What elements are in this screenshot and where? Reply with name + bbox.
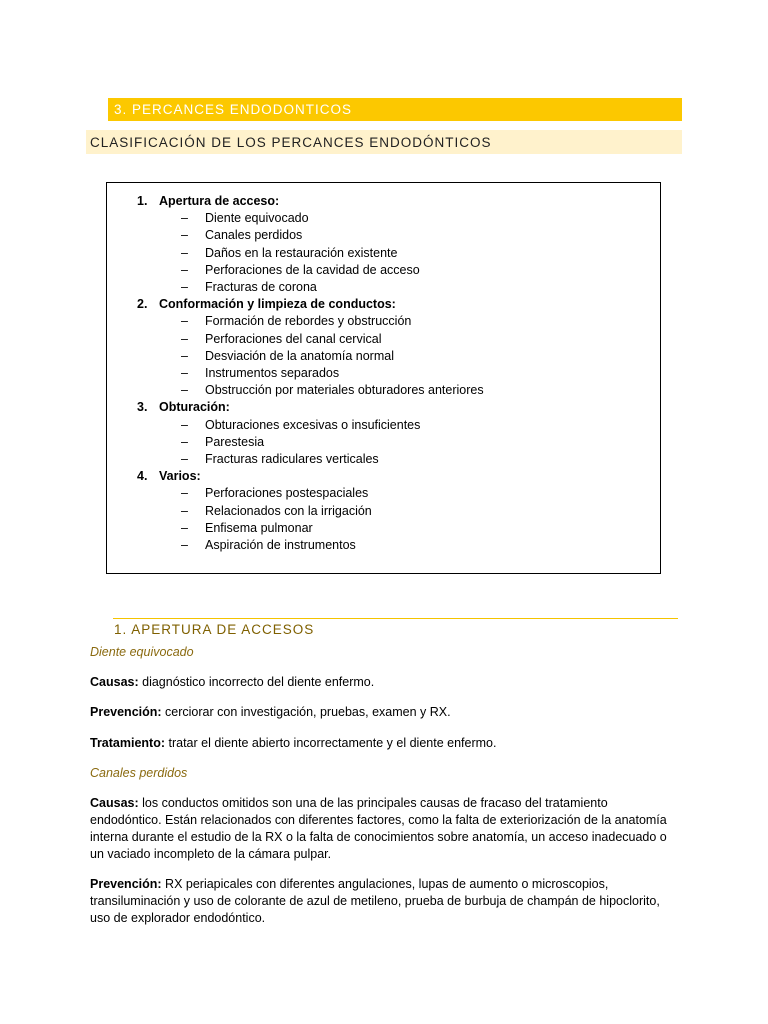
sub-item-text: Perforaciones postespaciales [205, 486, 369, 501]
item-title: Obturación: [159, 400, 230, 415]
item-number: 4. [137, 469, 148, 484]
dash-bullet: – [181, 245, 188, 260]
paragraph-causas-2 [90, 795, 680, 863]
label: Prevención: [90, 877, 162, 891]
sub-item-text: Formación de rebordes y obstrucción [205, 314, 412, 329]
sub-list-item [137, 520, 484, 537]
dash-bullet: – [181, 417, 188, 432]
item-number: 1. [137, 194, 148, 208]
item-title: Apertura de acceso: [159, 194, 280, 208]
sub-list-item [137, 485, 484, 502]
paragraph-prevencion-2 [90, 876, 680, 927]
dash-bullet: – [181, 366, 188, 381]
text: RX periapicales con diferentes angulaciones, lupas de aumento o microscopios, transiluminación y uso de colorante de azul de metileno, prueba de burbuja de champán de hipoclorito, uso de explorador endodóntico. [90, 877, 660, 925]
label: Prevención: [90, 705, 162, 719]
sub-item-text: Canales perdidos [205, 228, 303, 243]
sub-list-item [137, 537, 484, 554]
text: cerciorar con investigación, pruebas, examen y RX. [161, 705, 451, 719]
sub-item-text: Perforaciones del canal cervical [205, 331, 382, 346]
dash-bullet: – [181, 262, 188, 277]
sub-item-text: Obturaciones excesivas o insuficientes [205, 417, 421, 432]
sub-item-text: Aspiración de instrumentos [205, 538, 356, 553]
sub-list-item [137, 434, 484, 451]
sub-item-text: Instrumentos separados [205, 366, 340, 381]
subtitle-canales-perdidos: Canales perdidos [90, 766, 188, 780]
sub-list [137, 417, 484, 469]
text: diagnóstico incorrecto del diente enfermo. [138, 675, 375, 689]
subtitle-diente-equivocado: Diente equivocado [90, 645, 194, 659]
paragraph-prevencion-1 [90, 704, 680, 721]
dash-bullet: – [181, 348, 188, 363]
sub-item-text: Relacionados con la irrigación [205, 503, 372, 518]
dash-bullet: – [181, 452, 188, 467]
item-number: 3. [137, 400, 148, 415]
sub-list-item [137, 313, 484, 330]
dash-bullet: – [181, 331, 188, 346]
dash-bullet: – [181, 538, 188, 553]
text: tratar el diente abierto incorrectamente y el diente enfermo. [165, 736, 497, 750]
dash-bullet: – [181, 383, 188, 398]
sub-list-item [137, 279, 484, 296]
sub-list-item [137, 262, 484, 279]
sub-item-text: Obstrucción por materiales obturadores anteriores [205, 383, 484, 398]
classification-item [137, 468, 484, 554]
sub-list-item [137, 331, 484, 348]
heading-clasificacion: CLASIFICACIÓN DE LOS PERCANCES ENDODÓNTICOS [86, 130, 682, 154]
sub-item-text: Fracturas radiculares verticales [205, 452, 379, 467]
classification-item-title [137, 296, 484, 313]
sub-list [137, 210, 484, 296]
dash-bullet: – [181, 314, 188, 329]
dash-bullet: – [181, 228, 188, 243]
sub-item-text: Perforaciones de la cavidad de acceso [205, 262, 420, 277]
sub-list-item [137, 210, 484, 227]
paragraph-causas-1 [90, 674, 680, 691]
dash-bullet: – [181, 211, 188, 226]
sub-list [137, 485, 484, 554]
sub-list-item [137, 348, 484, 365]
dash-bullet: – [181, 503, 188, 518]
classification-item [137, 399, 484, 468]
item-number: 2. [137, 297, 148, 312]
sub-item-text: Parestesia [205, 434, 265, 449]
label: Tratamiento: [90, 736, 166, 750]
dash-bullet: – [181, 520, 188, 535]
classification-item-title [137, 399, 484, 416]
sub-item-text: Daños en la restauración existente [205, 245, 398, 260]
label: Causas: [90, 675, 139, 689]
text: los conductos omitidos son una de las principales causas de fracaso del tratamiento endodóntico. Están relacionados con diferentes factores, como la falta de exteriorización de la anatomía interna durante el estudio de la RX o la falta de conocimientos sobre anatomía, un acceso inadecuado o un vaciado incompleto de la cámara pulpar. [90, 796, 667, 861]
item-title: Conformación y limpieza de conductos: [159, 297, 396, 312]
section-divider [113, 618, 678, 619]
classification-item-title [137, 193, 484, 210]
sub-list-item [137, 417, 484, 434]
sub-item-text: Enfisema pulmonar [205, 520, 313, 535]
dash-bullet: – [181, 486, 188, 501]
classification-item-title [137, 468, 484, 485]
dash-bullet: – [181, 434, 188, 449]
sub-item-text: Diente equivocado [205, 211, 309, 226]
classification-item [137, 193, 484, 296]
classification-list [137, 193, 484, 554]
section-title: 1. APERTURA DE ACCESOS [114, 622, 315, 637]
sub-list-item [137, 245, 484, 262]
sub-item-text: Fracturas de corona [205, 280, 317, 295]
sub-list-item [137, 382, 484, 399]
dash-bullet: – [181, 280, 188, 295]
sub-list-item [137, 227, 484, 244]
sub-list-item [137, 451, 484, 468]
item-title: Varios: [159, 469, 201, 484]
sub-list-item [137, 365, 484, 382]
sub-item-text: Desviación de la anatomía normal [205, 348, 394, 363]
label: Causas: [90, 796, 139, 810]
sub-list-item [137, 503, 484, 520]
paragraph-tratamiento-1 [90, 735, 680, 752]
heading-percances: 3. PERCANCES ENDODONTICOS [108, 98, 682, 121]
classification-box [106, 182, 661, 574]
sub-list [137, 313, 484, 399]
classification-item [137, 296, 484, 399]
